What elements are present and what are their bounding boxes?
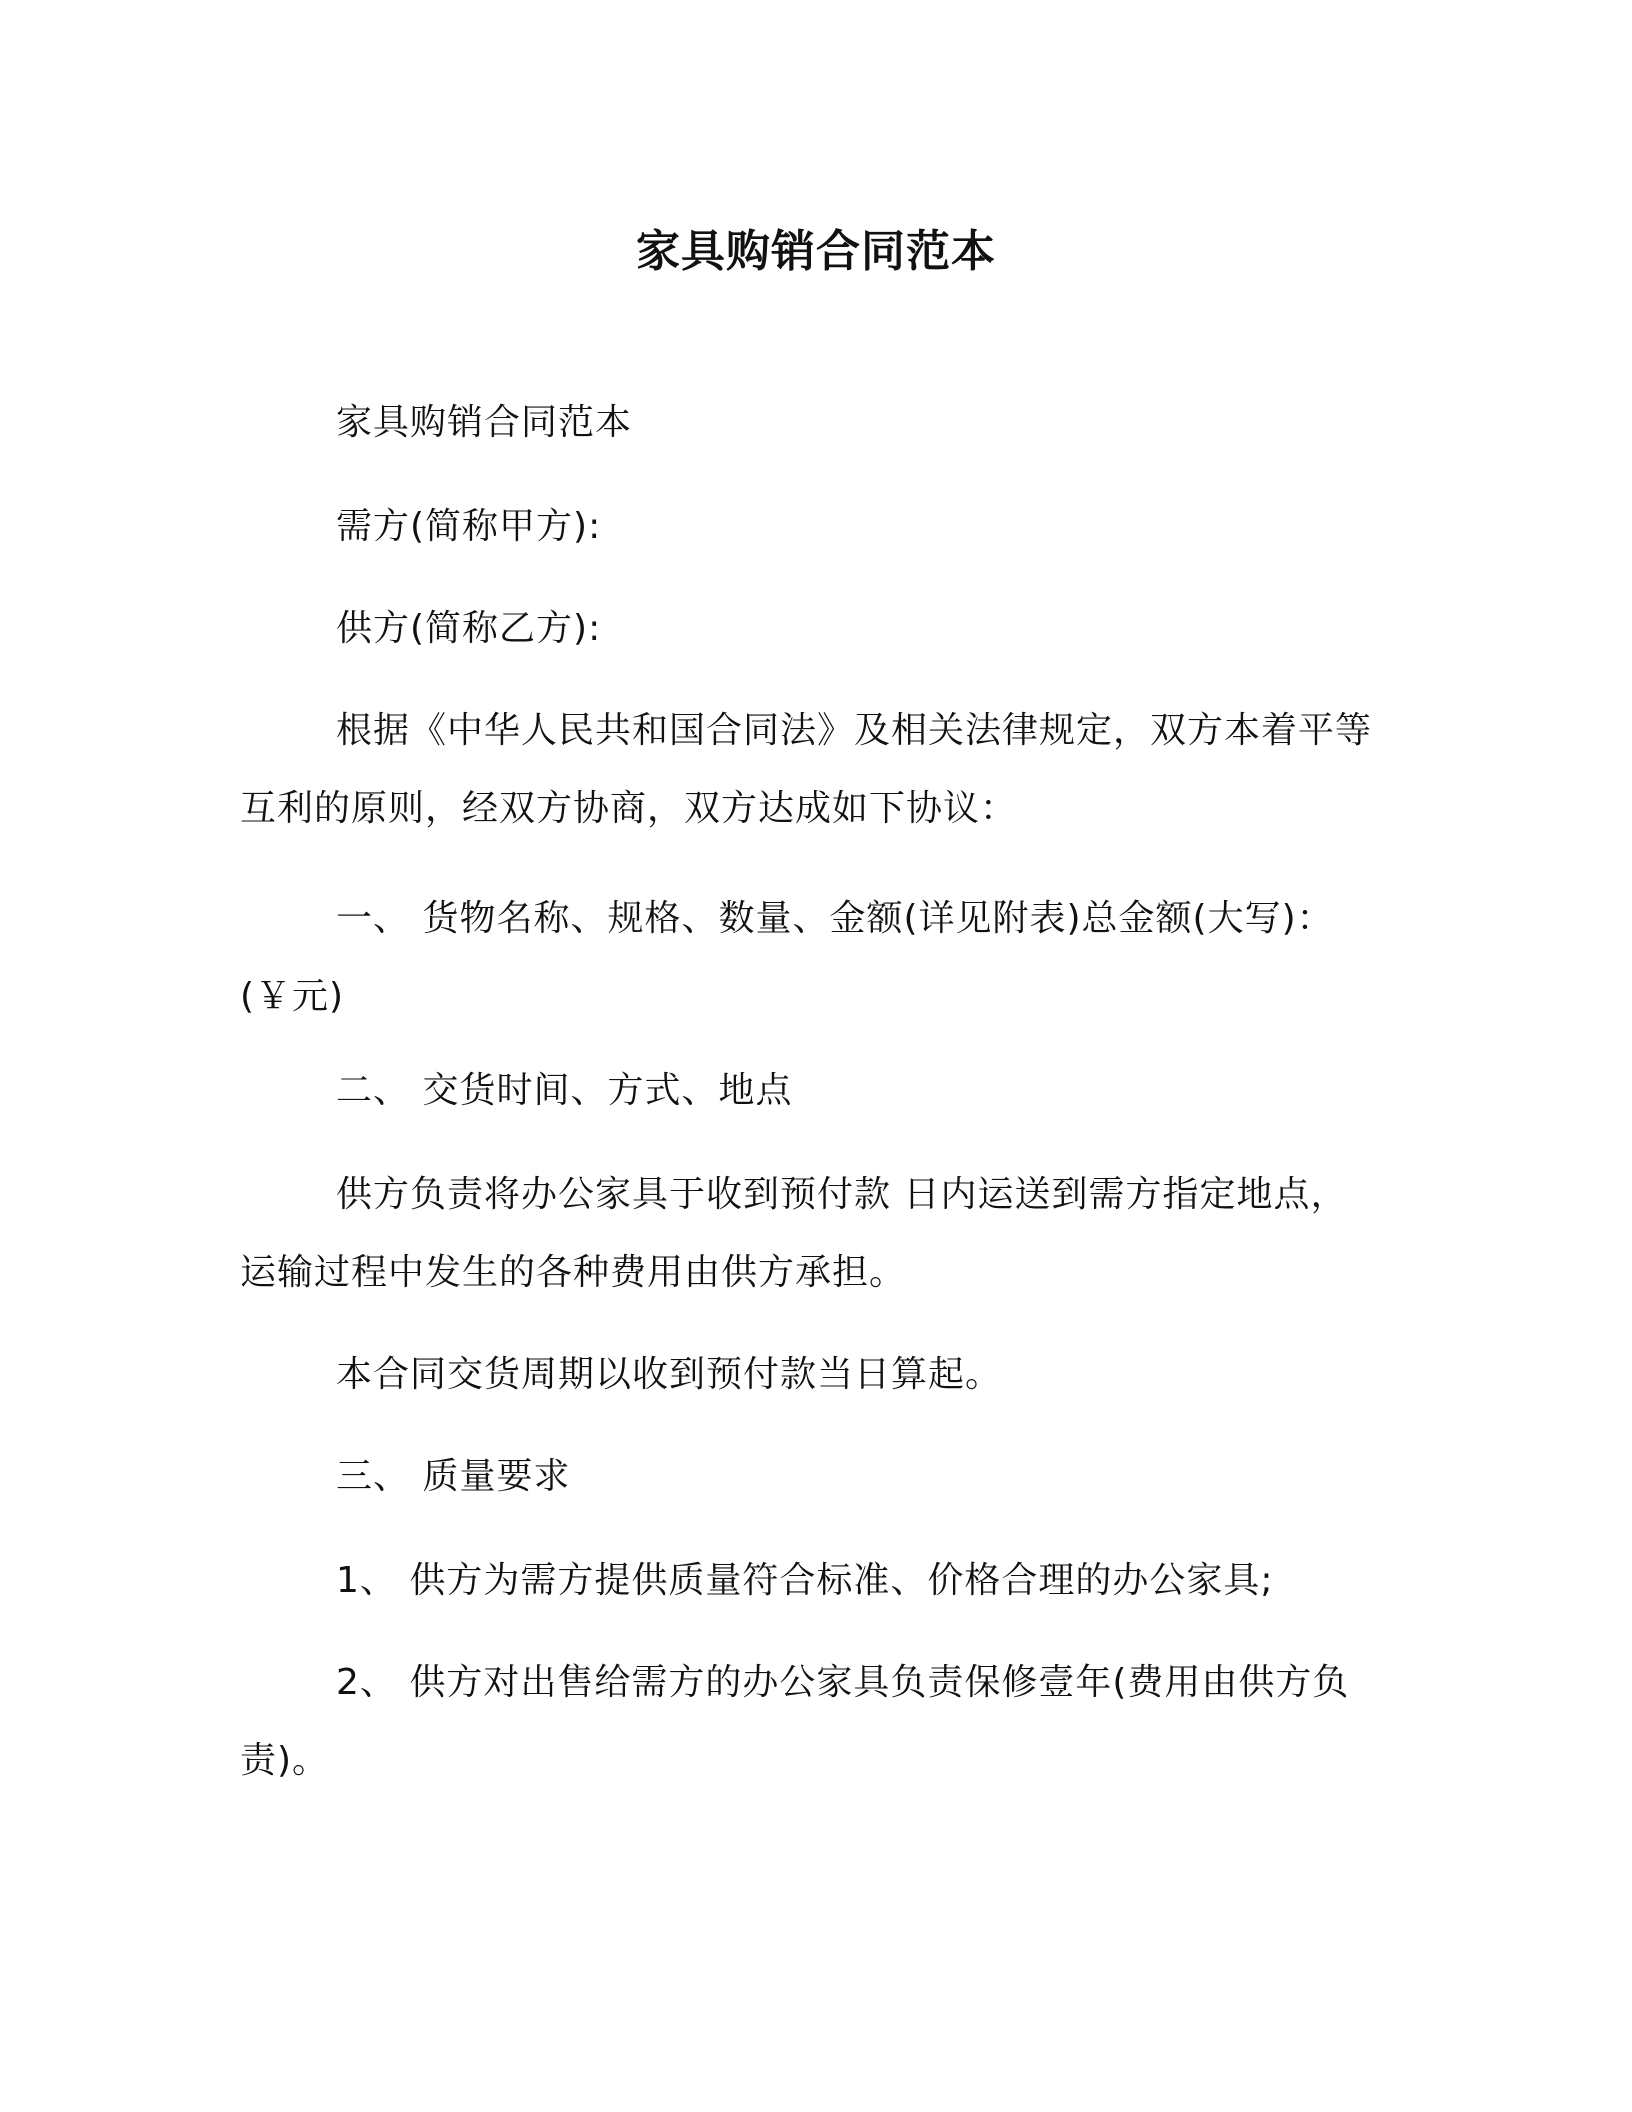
paragraph-delivery-period: 本合同交货周期以收到预付款当日算起。 (336, 1354, 1003, 1395)
paragraph-preamble: 根据《中华人民共和国合同法》及相关法律规定，双方本着平等互利的原则，经双方协商，双方达成如下协议： (240, 710, 1373, 829)
paragraph-section-3-heading: 三、 质量要求 (336, 1456, 571, 1497)
paragraph-subtitle: 家具购销合同范本 (336, 402, 633, 443)
paragraph-quality-1: 1、 供方为需方提供质量符合标准、价格合理的办公家具; (336, 1560, 1274, 1601)
paragraph-section-2-heading: 二、 交货时间、方式、地点 (336, 1070, 793, 1111)
document-title: 家具购销合同范本 (636, 226, 996, 277)
paragraph-quality-2: 2、 供方对出售给需方的办公家具负责保修壹年(费用由供方负责)。 (240, 1662, 1350, 1781)
paragraph-delivery: 供方负责将办公家具于收到预付款 日内运送到需方指定地点，运输过程中发生的各种费用由供方承担。 (240, 1174, 1348, 1293)
paragraph-section-1: 一、 货物名称、规格、数量、金额(详见附表)总金额(大写)：(￥元) (240, 898, 1334, 1017)
paragraph-buyer: 需方(简称甲方): (336, 506, 602, 547)
paragraph-seller: 供方(简称乙方): (336, 608, 602, 649)
